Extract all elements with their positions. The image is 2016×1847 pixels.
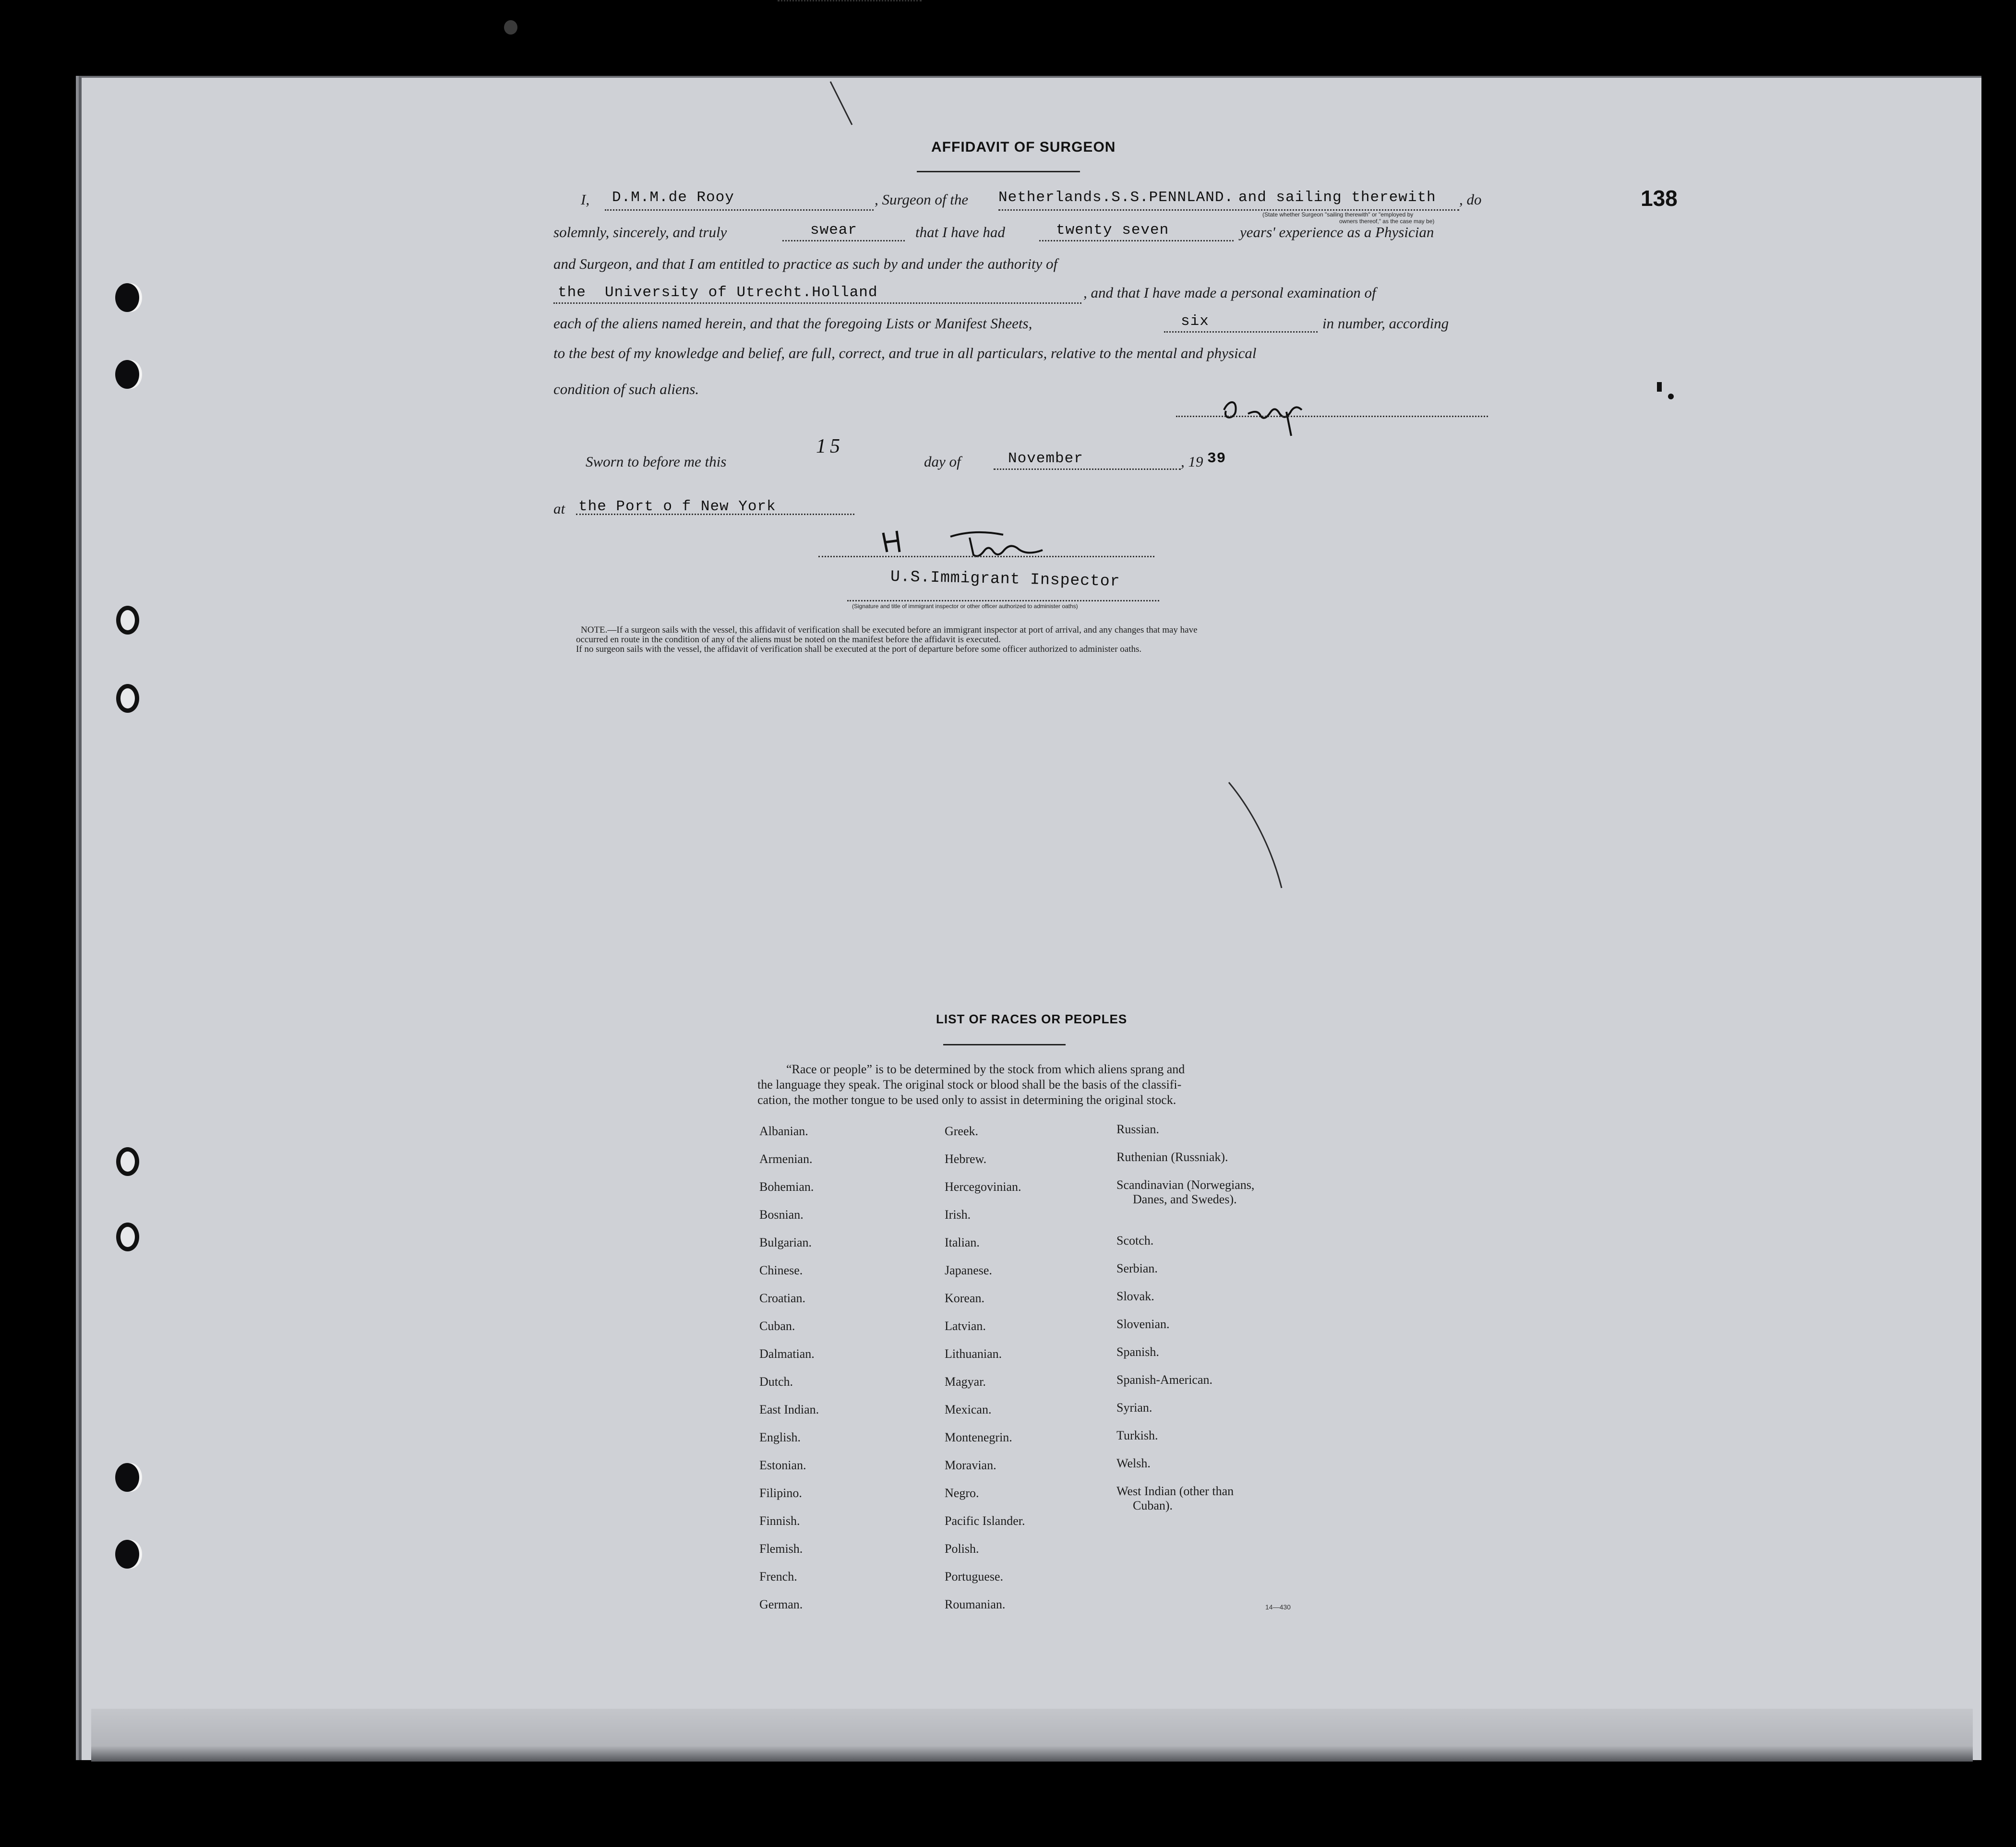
race-item: Pacific Islander. <box>945 1514 1025 1528</box>
speck <box>504 20 517 35</box>
inspector-title-field[interactable]: U.S.Immigrant Inspector <box>890 567 1120 591</box>
surgeon-of-label: , Surgeon of the <box>875 191 969 208</box>
races-intro: the language they speak. The original stock or blood shall be the basis of the classifi- <box>757 1078 1182 1091</box>
surgeon-name-field[interactable]: D.M.M.de Rooy <box>612 189 734 206</box>
blank-line <box>576 514 854 515</box>
line2-mid: that I have had <box>915 224 1005 240</box>
year-prefix: , 19 <box>1181 453 1203 470</box>
line2-end: years' experience as a Physician <box>1240 224 1434 240</box>
race-item: Korean. <box>945 1291 985 1305</box>
race-item: Scandinavian (Norwegians, <box>1116 1178 1255 1192</box>
race-item: English. <box>759 1430 801 1444</box>
races-intro: cation, the mother tongue to be used only to assist in determining the original stock. <box>757 1093 1176 1107</box>
page-stamp-number: 138 <box>1641 186 1678 211</box>
race-item: Italian. <box>945 1235 980 1249</box>
race-item: Armenian. <box>759 1152 813 1166</box>
sheet-stack-bottom <box>91 1709 1973 1762</box>
race-item: East Indian. <box>759 1403 819 1416</box>
binder-hole <box>115 1540 139 1569</box>
race-item: Cuban. <box>759 1319 795 1333</box>
sailing-note: owners thereof," as the case may be) <box>1339 218 1435 225</box>
race-item: Hebrew. <box>945 1152 987 1166</box>
form-number: 14—430 <box>1265 1603 1291 1611</box>
line5-start: each of the aliens named herein, and that the foregoing Lists or Manifest Sheets, <box>553 315 1032 332</box>
race-item: Portuguese. <box>945 1570 1004 1583</box>
race-item: Lithuanian. <box>945 1347 1002 1361</box>
line6: to the best of my knowledge and belief, are full, correct, and true in all particulars, relative to the mental and physical <box>553 345 1257 361</box>
race-item: Ruthenian (Russniak). <box>1116 1150 1228 1164</box>
title-underline <box>917 171 1080 172</box>
race-item: German. <box>759 1597 803 1611</box>
blank-line <box>778 0 922 1</box>
race-item: Moravian. <box>945 1458 996 1472</box>
blank-line <box>994 468 1181 470</box>
binder-hole <box>116 1147 139 1176</box>
race-item: Filipino. <box>759 1486 802 1500</box>
race-item: Serbian. <box>1116 1261 1158 1275</box>
line7: condition of such aliens. <box>553 381 699 397</box>
race-item: Polish. <box>945 1542 979 1556</box>
affidavit-title: AFFIDAVIT OF SURGEON <box>931 139 1116 155</box>
month-field[interactable]: November <box>1008 450 1083 467</box>
note-line: occurred en route in the condition of any of the aliens must be noted on the manifest before the affidavit is executed. <box>576 635 1001 645</box>
race-item: Spanish-American. <box>1116 1373 1213 1387</box>
port-field[interactable]: the Port o f New York <box>578 498 776 515</box>
race-item: Negro. <box>945 1486 979 1500</box>
race-item: Estonian. <box>759 1458 806 1472</box>
do-label: , do <box>1459 191 1482 208</box>
race-item: Hercegovinian. <box>945 1180 1021 1194</box>
binder-hole <box>115 283 139 312</box>
authority-field[interactable]: the University of Utrecht.Holland <box>558 284 878 301</box>
binder-hole <box>116 1223 139 1251</box>
speck <box>1657 382 1662 392</box>
race-item: Syrian. <box>1116 1401 1152 1415</box>
race-item: Flemish. <box>759 1542 803 1556</box>
inspector-caption: (Signature and title of immigrant inspector or other officer authorized to administer oaths) <box>852 603 1078 610</box>
binder-hole <box>115 1463 139 1492</box>
oath-field[interactable]: swear <box>810 222 858 239</box>
race-item: Montenegrin. <box>945 1430 1012 1444</box>
race-item: Cuban). <box>1133 1499 1173 1512</box>
blank-line <box>782 240 905 241</box>
sworn-label: Sworn to before me this <box>586 453 727 470</box>
note-line: If no surgeon sails with the vessel, the affidavit of verification shall be executed at the port of departure before some officer authorized to administer oaths. <box>576 644 1142 654</box>
binder-hole <box>116 684 139 713</box>
race-item: Danes, and Swedes). <box>1133 1192 1237 1206</box>
race-item: Dalmatian. <box>759 1347 815 1361</box>
blank-line <box>998 209 1459 211</box>
race-item: Russian. <box>1116 1122 1159 1136</box>
race-item: French. <box>759 1570 797 1583</box>
race-item: Welsh. <box>1116 1456 1151 1470</box>
blank-line <box>605 209 874 211</box>
race-item: Finnish. <box>759 1514 800 1528</box>
stray-mark <box>1224 778 1291 893</box>
line4-end: , and that I have made a personal examination of <box>1083 284 1376 301</box>
inspector-signature <box>878 523 1070 566</box>
sworn-day-field[interactable]: 15 <box>816 435 844 457</box>
blank-line <box>1039 240 1234 241</box>
race-item: Greek. <box>945 1124 979 1138</box>
line3: and Surgeon, and that I am entitled to practice as such by and under the authority of <box>553 255 1058 272</box>
affidavit-prefix: I, <box>581 191 590 208</box>
year-field[interactable]: 39 <box>1207 450 1226 467</box>
races-title: LIST OF RACES OR PEOPLES <box>936 1012 1128 1026</box>
race-item: Spanish. <box>1116 1345 1159 1359</box>
races-title-underline <box>943 1044 1066 1045</box>
blank-line <box>847 600 1159 601</box>
race-item: Chinese. <box>759 1263 803 1277</box>
at-label: at <box>553 500 565 517</box>
vessel-field[interactable]: Netherlands.S.S.PENNLAND. <box>998 189 1234 206</box>
race-item: Bulgarian. <box>759 1235 812 1249</box>
line5-end: in number, according <box>1322 315 1449 332</box>
race-item: Japanese. <box>945 1263 992 1277</box>
race-item: Turkish. <box>1116 1428 1158 1442</box>
race-item: Dutch. <box>759 1375 793 1389</box>
race-item: Slovak. <box>1116 1289 1154 1303</box>
speck <box>1668 394 1674 399</box>
race-item: Latvian. <box>945 1319 986 1333</box>
race-item: Bosnian. <box>759 1208 804 1222</box>
line2-start: solemnly, sincerely, and truly <box>553 224 727 240</box>
sailing-note: (State whether Surgeon "sailing therewith" or "employed by <box>1262 211 1414 218</box>
race-item: Irish. <box>945 1208 971 1222</box>
blank-line <box>1164 331 1318 333</box>
race-item: West Indian (other than <box>1116 1484 1234 1498</box>
race-item: Croatian. <box>759 1291 806 1305</box>
inspector-signature-line <box>818 556 1154 557</box>
sailing-status-field[interactable]: and sailing therewith <box>1238 189 1436 206</box>
race-item: Scotch. <box>1116 1234 1154 1247</box>
day-of-label: day of <box>924 453 961 470</box>
race-item: Bohemian. <box>759 1180 814 1194</box>
race-item: Albanian. <box>759 1124 808 1138</box>
signature-line <box>1176 416 1488 417</box>
blank-line <box>553 302 1081 304</box>
note-line: NOTE.—If a surgeon sails with the vessel, this affidavit of verification shall be executed before an immigrant inspector at port of arrival, and any changes that may have <box>581 625 1198 635</box>
races-intro: “Race or people” is to be determined by the stock from which aliens sprang and <box>786 1062 1185 1076</box>
race-item: Magyar. <box>945 1375 986 1389</box>
sheets-field[interactable]: six <box>1181 313 1209 330</box>
years-field[interactable]: twenty seven <box>1056 222 1169 239</box>
race-item: Roumanian. <box>945 1597 1006 1611</box>
stray-mark <box>828 79 857 127</box>
binder-hole <box>116 606 139 635</box>
race-item: Slovenian. <box>1116 1317 1170 1331</box>
binder-hole <box>115 360 139 389</box>
race-item: Mexican. <box>945 1403 992 1416</box>
